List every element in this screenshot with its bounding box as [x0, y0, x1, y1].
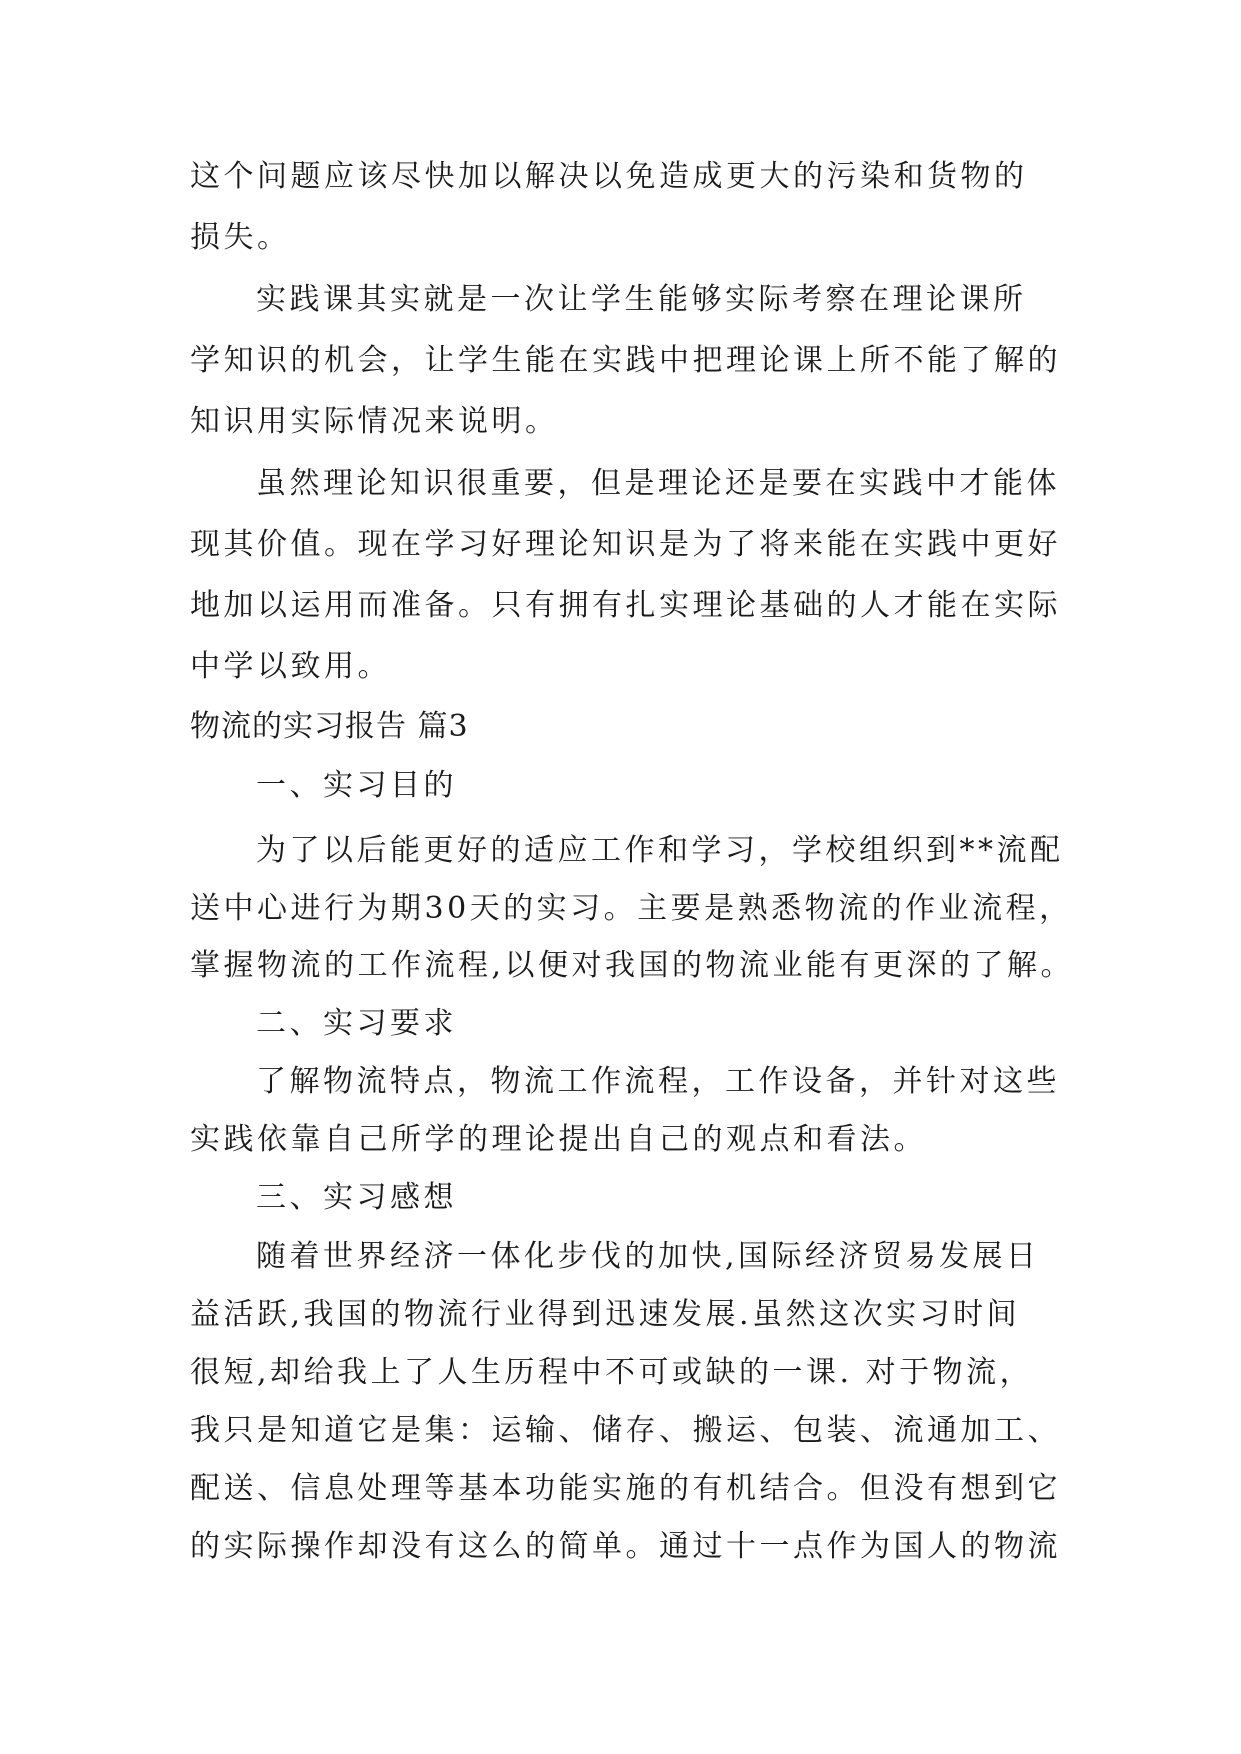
text-line: 损失。 [190, 220, 291, 255]
text-line: 中学以致用。 [190, 649, 391, 684]
paragraph-line: 实践课其实就是一次让学生能够实际考察在理论课所 [256, 282, 1027, 317]
subheading: 二、实习要求 [256, 1006, 457, 1041]
text-line: 这个问题应该尽快加以解决以免造成更大的污染和货物的 [190, 159, 1028, 194]
subheading: 三、实习感想 [256, 1180, 457, 1215]
paragraph-line: 随着世界经济一体化步伐的加快,国际经济贸易发展日 [256, 1239, 1040, 1274]
text-line: 送中心进行为期30天的实习。主要是熟悉物流的作业流程， [190, 891, 1073, 926]
text-line: 知识用实际情况来说明。 [190, 404, 559, 439]
text-line: 实践依靠自己所学的理论提出自己的观点和看法。 [190, 1122, 927, 1157]
subheading: 一、实习目的 [256, 768, 457, 803]
text-line: 学知识的机会，让学生能在实践中把理论课上所不能了解的 [190, 343, 1061, 378]
paragraph-line: 为了以后能更好的适应工作和学习，学校组织到**流配 [256, 833, 1064, 868]
paragraph-line: 虽然理论知识很重要，但是理论还是要在实践中才能体 [256, 466, 1060, 501]
text-line: 掌握物流的工作流程,以便对我国的物流业能有更深的了解。 [190, 948, 1075, 983]
text-line: 的实际操作却没有这么的简单。通过十一点作为国人的物流 [190, 1529, 1061, 1564]
text-line: 现其价值。现在学习好理论知识是为了将来能在实践中更好 [190, 527, 1061, 562]
text-line: 我只是知道它是集：运输、储存、搬运、包装、流通加工、 [190, 1413, 1061, 1448]
text-line: 很短,却给我上了人生历程中不可或缺的一课. 对于物流， [190, 1355, 1034, 1390]
text-line: 益活跃,我国的物流行业得到迅速发展.虽然这次实习时间 [190, 1297, 1021, 1332]
text-line: 地加以运用而准备。只有拥有扎实理论基础的人才能在实际 [190, 588, 1061, 623]
text-line: 配送、信息处理等基本功能实施的有机结合。但没有想到它 [190, 1471, 1061, 1506]
section-title: 物流的实习报告 篇3 [190, 709, 469, 744]
paragraph-line: 了解物流特点，物流工作流程，工作设备，并针对这些 [256, 1064, 1060, 1099]
